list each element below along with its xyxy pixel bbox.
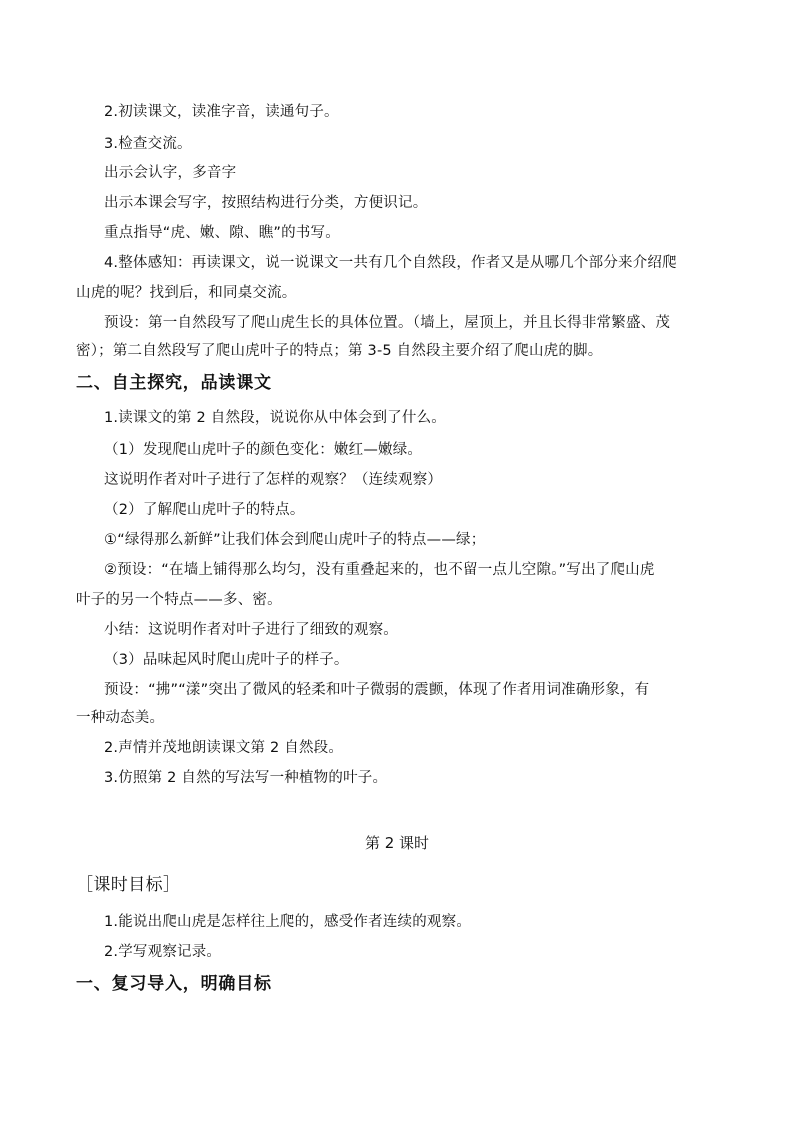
text-line: 3.仿照第 2 自然的写法写一种植物的叶子。 [104, 770, 388, 786]
text-line: ②预设：“在墙上铺得那么均匀，没有重叠起来的，也不留一点儿空隙。”写出了爬山虎 [104, 562, 655, 578]
text-line: 预设：“拂”“漾”突出了微风的轻柔和叶子微弱的震颤，体现了作者用词准确形象，有 [104, 682, 650, 698]
section-heading: 一、复习导入，明确目标 [76, 974, 272, 994]
text-line: 2.学写观察记录。 [104, 944, 222, 960]
text-line: 山虎的呢？找到后，和同桌交流。 [76, 285, 297, 301]
text-line: （1）发现爬山虎叶子的颜色变化：嫩红—嫩绿。 [104, 442, 423, 458]
text-line: 2.声情并茂地朗读课文第 2 自然段。 [104, 740, 344, 756]
text-line: 重点指导“虎、嫩、隙、瞧”的书写。 [104, 225, 340, 241]
text-line: 4.整体感知：再读课文，说一说课文一共有几个自然段，作者又是从哪几个部分来介绍爬 [104, 255, 677, 271]
text-line: 密）；第二自然段写了爬山虎叶子的特点；第 3-5 自然段主要介绍了爬山虎的脚。 [76, 343, 603, 359]
text-line: 出示会认字，多音字 [104, 165, 237, 181]
text-line: （2）了解爬山虎叶子的特点。 [104, 502, 305, 518]
text-line: ①“绿得那么新鲜”让我们体会到爬山虎叶子的特点——绿； [104, 532, 486, 548]
lesson-title: 第 2 课时 [364, 834, 430, 852]
text-line: 预设：第一自然段写了爬山虎生长的具体位置。（墙上，屋顶上，并且长得非常繁盛、茂 [104, 315, 671, 331]
text-line: （3）品味起风时爬山虎叶子的样子。 [104, 652, 349, 668]
text-line: 3.检查交流。 [104, 136, 192, 152]
text-line: 2.初读课文，读准字音，读通句子。 [104, 104, 339, 120]
text-line: 叶子的另一个特点——多、密。 [76, 592, 282, 608]
text-line: 小结：这说明作者对叶子进行了细致的观察。 [104, 622, 398, 638]
text-line: 出示本课会写字，按照结构进行分类，方便识记。 [104, 195, 428, 211]
text-line: 这说明作者对叶子进行了怎样的观察？（连续观察） [104, 472, 443, 488]
text-line: 一种动态美。 [76, 710, 165, 726]
objectives-heading: ［课时目标］ [76, 875, 181, 895]
text-line: 1.读课文的第 2 自然段，说说你从中体会到了什么。 [104, 410, 446, 426]
section-heading: 二、自主探究，品读课文 [76, 373, 272, 393]
text-line: 1.能说出爬山虎是怎样往上爬的，感受作者连续的观察。 [104, 914, 472, 930]
